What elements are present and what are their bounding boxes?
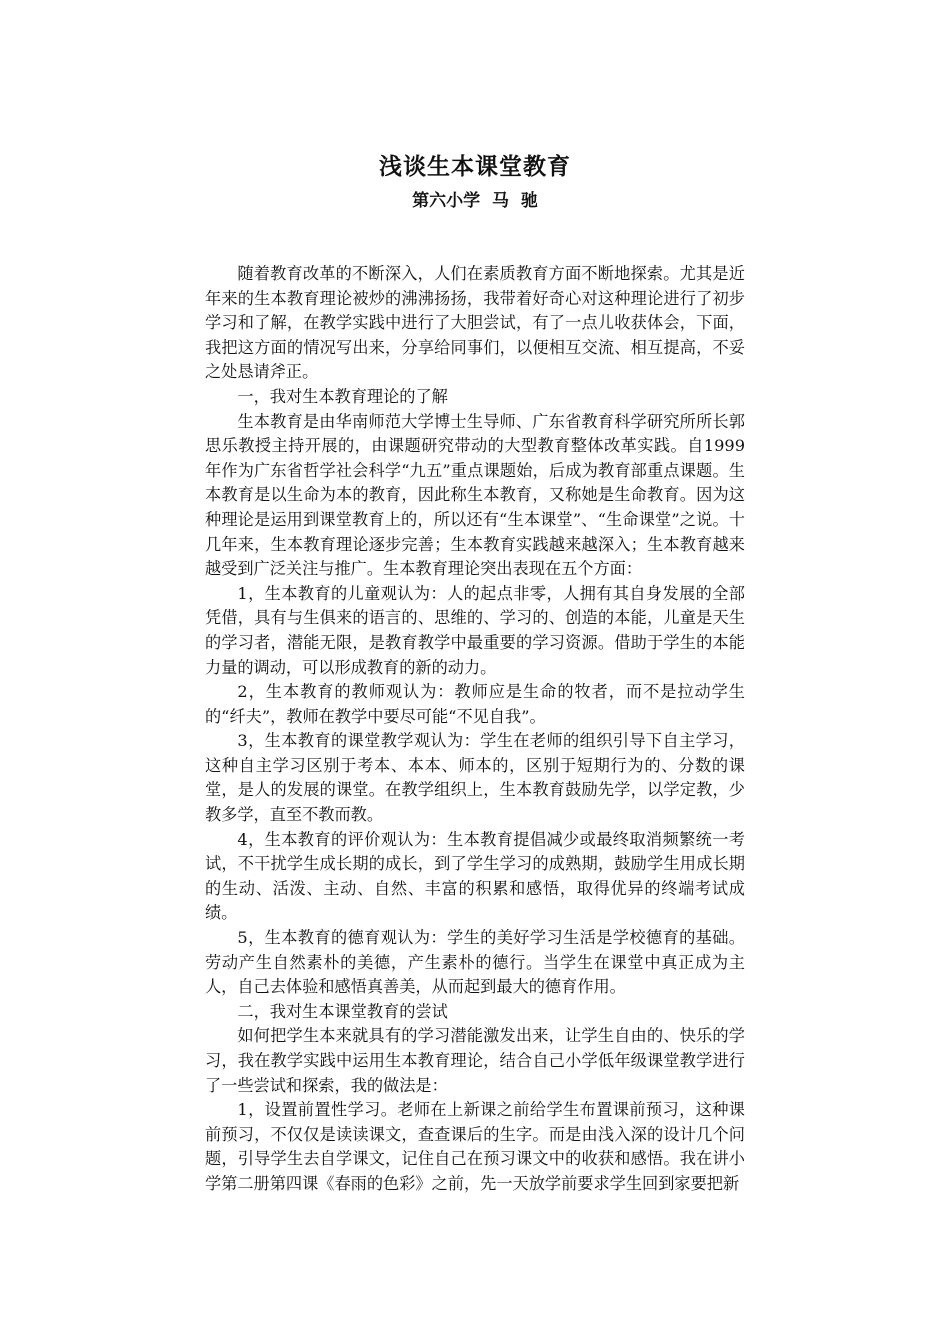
- paragraph-point-5: 5，生本教育的德育观认为：学生的美好学习生活是学校德育的基础。劳动产生自然素朴的美德，产生素朴的德行。当学生在课堂中真正成为主人，自己去体验和感悟真善美，从而起到最大的德育作用。: [205, 928, 745, 997]
- document-title: 浅谈生本课堂教育: [379, 153, 571, 180]
- paragraph-theory-overview: 生本教育是由华南师范大学博士生导师、广东省教育科学研究所所长郭思乐教授主持开展的，由课题研究带动的大型教育整体改革实践。自1999年作为广东省哲学社会科学“九五”重点课题始，后成为教育部重点课题。生本教育是以生命为本的教育，因此称生本教育，又称她是生命教育。因为这种理论是运用到课堂教育上的，所以还有“生本课堂”、“生命课堂”之说。十几年来，生本教育理论逐步完善；生本教育实践越来越深入；生本教育越来越受到广泛关注与推广。生本教育理论突出表现在五个方面：: [205, 411, 745, 579]
- paragraph-point-2: 2，生本教育的教师观认为：教师应是生命的牧者，而不是拉动学生的“纤夫”，教师在教学中要尽可能“不见自我”。: [205, 682, 745, 726]
- paragraph-point-3: 3，生本教育的课堂教学观认为：学生在老师的组织引导下自主学习，这种自主学习区别于考本、本本、师本的，区别于短期行为的、分数的课堂，是人的发展的课堂。在教学组织上，生本教育鼓励先学，以学定教，少教多学，直至不教而教。: [205, 731, 745, 825]
- paragraph-point-1: 1，生本教育的儿童观认为：人的起点非零，人拥有其自身发展的全部凭借，具有与生俱来的语言的、思维的、学习的、创造的本能，儿童是天生的学习者，潜能无限，是教育教学中最重要的学习资源。借助于学生的本能力量的调动，可以形成教育的新的动力。: [205, 583, 745, 677]
- paragraph-point-4: 4，生本教育的评价观认为：生本教育提倡减少或最终取消频繁统一考试，不干扰学生成长期的成长，到了学生学习的成熟期，鼓励学生用成长期的生动、活泼、主动、自然、丰富的积累和感悟，取得优异的终端考试成绩。: [205, 829, 745, 923]
- paragraph-practice-intro: 如何把学生本来就具有的学习潜能激发出来，让学生自由的、快乐的学习，我在教学实践中运用生本教育理论，结合自己小学低年级课堂教学进行了一些尝试和探索，我的做法是：: [205, 1026, 745, 1095]
- section-heading-1: 一，我对生本教育理论的了解: [237, 386, 448, 406]
- paragraph-practice-1: 1，设置前置性学习。老师在上新课之前给学生布置课前预习，这种课前预习，不仅仅是读读课文，查查课后的生字。而是由浅入深的设计几个问题，引导学生去自学课文，记住自己在预习课文中的收获和感悟。我在讲小学第二册第四课《春雨的色彩》之前，先一天放学前要求学生回到家要把新: [205, 1100, 745, 1193]
- document-body: [205, 262, 745, 1197]
- section-heading-2: 二，我对生本课堂教育的尝试: [237, 1001, 448, 1021]
- paragraph-intro: 随着教育改革的不断深入，人们在素质教育方面不断地探索。尤其是近年来的生本教育理论被炒的沸沸扬扬，我带着好奇心对这种理论进行了初步学习和了解，在教学实践中进行了大胆尝试，有了一点儿收获体会，下面，我把这方面的情况写出来，分享给同事们，以便相互交流、相互提高，不妥之处恳请斧正。: [205, 264, 745, 382]
- document-author: 第六小学 马 驰: [412, 191, 538, 211]
